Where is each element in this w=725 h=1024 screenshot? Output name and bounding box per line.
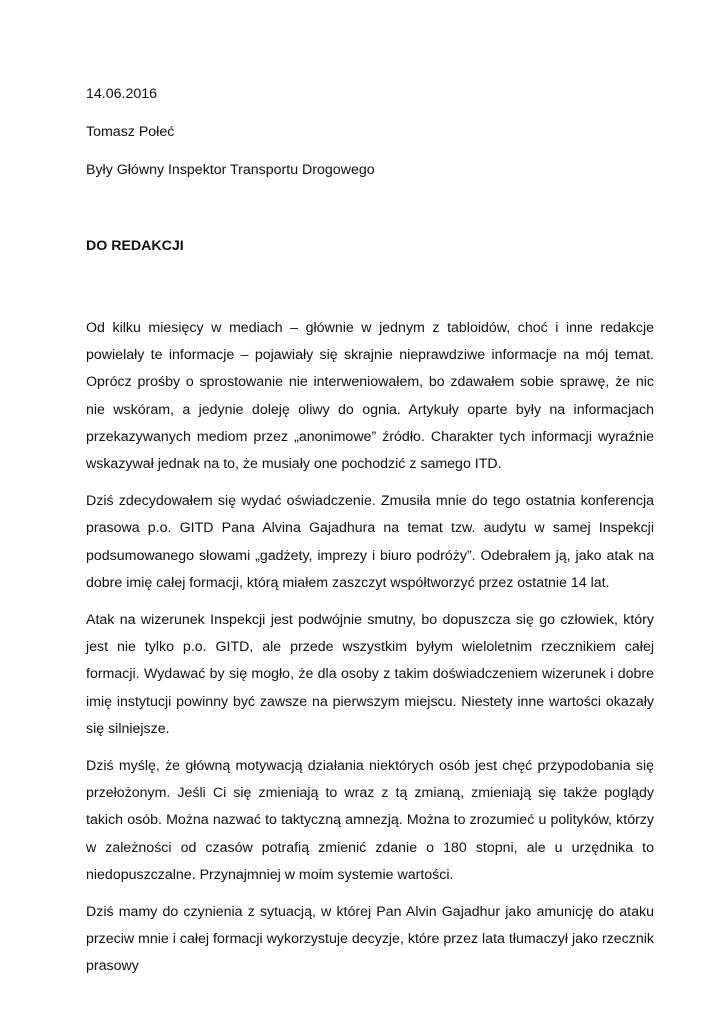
body-paragraph-2: Dziś zdecydowałem się wydać oświadczenie. Zmusiła mnie do tego ostatnia konferencja prasowa p.o. GITD Pana Alvina Gajadhura na temat tzw. audytu w samej Inspekcji podsumowanego słowami „gadżety, imprezy i biuro podróży”. Odebrałem ją, jako atak na dobre imię całej formacji, którą miałem zaszczyt współtworzyć przez ostatnie 14 lat. [86,493,654,591]
author-name: Tomasz Połeć [86,124,175,140]
body-paragraph-3: Atak na wizerunek Inspekcji jest podwójnie smutny, bo dopuszcza się go człowiek, który jest nie tylko p.o. GITD, ale przede wszystkim byłym wieloletnim rzecznikiem całej formacji. Wydawać by się mogło, że dla osoby z takim doświadczeniem wizerunek i dobre imię instytucji powinny być zawsze na pierwszym miejscu. Niestety inne wartości okazały się silniejsze. [86,612,654,737]
body-paragraph-5: Dziś mamy do czynienia z sytuacją, w której Pan Alvin Gajadhur jako amunicję do ataku przeciw mnie i całej formacji wykorzystuje decyzje, które przez lata tłumaczył jako rzecznik prasowy [86,904,654,975]
letter-page [86,84,654,991]
letter-date: 14.06.2016 [86,86,158,102]
body-paragraph-1: Od kilku miesięcy w mediach – głównie w jednym z tabloidów, choć i inne redakcje powielały te informacje – pojawiały się skrajnie nieprawdziwe informacje na mój temat. Oprócz prośby o sprostowanie nie interweniowałem, bo zdawałem sobie sprawę, że nic nie wskóram, a jedynie doleję oliwy do ognia. Artykuły oparte były na informacjach przekazywanych mediom przez „anonimowe” źródło. Charakter tych informacji wyraźnie wskazywał jednak na to, że musiały one pochodzić z samego ITD. [86,320,654,473]
letter-heading: DO REDAKCJI [86,238,184,254]
body-paragraph-4: Dziś myślę, że główną motywacją działania niektórych osób jest chęć przypodobania się przełożonym. Jeśli Ci się zmieniają to wraz z tą zmianą, zmieniają się także poglądy takich osób. Można nazwać to taktyczną amnezją. Można to zrozumieć u polityków, którzy w zależności od czasów potrafią zmienić zdanie o 180 stopni, ale u urzędnika to niedopuszczalne. Przynajmniej w moim systemie wartości. [86,758,654,883]
author-role: Były Główny Inspektor Transportu Drogowego [86,162,375,178]
